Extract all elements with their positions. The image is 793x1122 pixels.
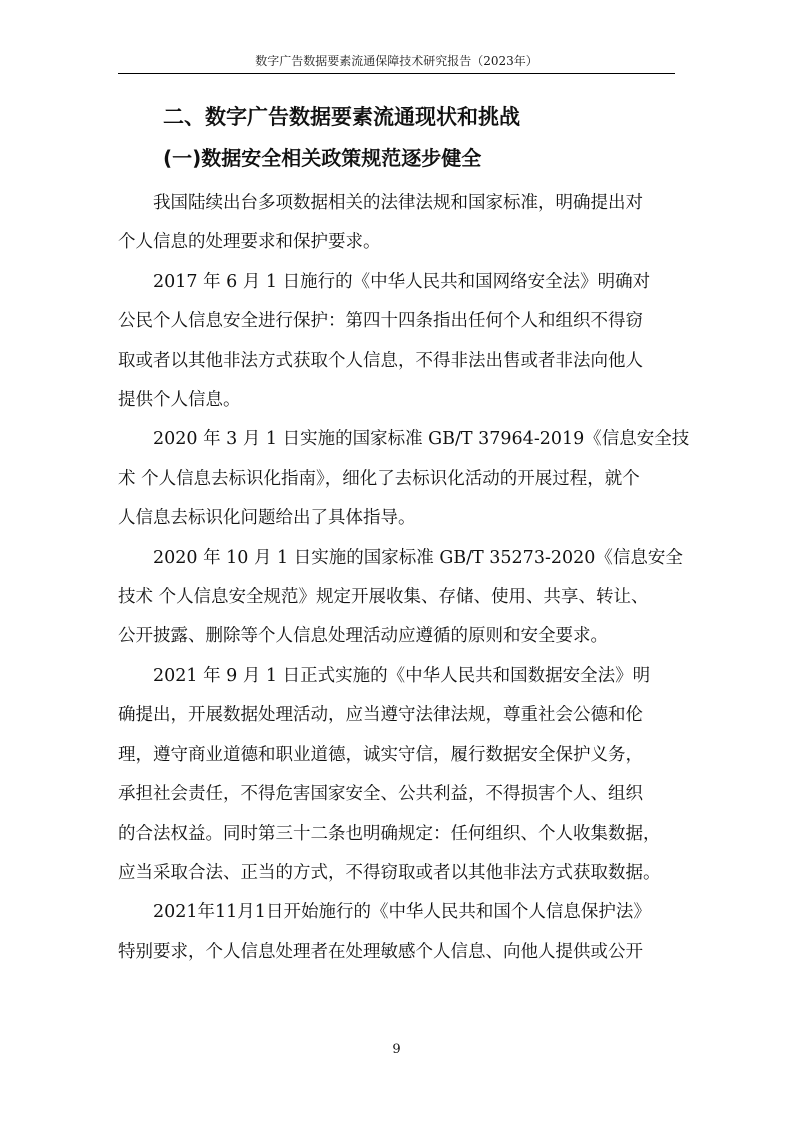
text-line: 确提出，开展数据处理活动，应当遵守法律法规，尊重社会公德和伦 bbox=[118, 705, 643, 726]
paragraph-data-security-law bbox=[118, 657, 678, 893]
text-line: 个人信息的处理要求和保护要求。 bbox=[118, 232, 381, 253]
subsection-heading: (一)数据安全相关政策规范逐步健全 bbox=[163, 146, 482, 170]
text-line: 我国陆续出台多项数据相关的法律法规和国家标准，明确提出对 bbox=[153, 193, 643, 213]
text-line: 2020 年 10 月 1 日实施的国家标准 GB/T 35273-2020《信息安全 bbox=[153, 547, 683, 568]
running-header: 数字广告数据要素流通保障技术研究报告（2023年） bbox=[255, 54, 538, 68]
text-line: 2021 年 9 月 1 日正式实施的《中华人民共和国数据安全法》明 bbox=[153, 665, 651, 686]
text-line: 承担社会责任，不得危害国家安全、公共利益，不得损害个人、组织 bbox=[118, 784, 643, 805]
section-heading: 二、数字广告数据要素流通现状和挑战 bbox=[163, 105, 520, 129]
text-line: 理，遵守商业道德和职业道德，诚实守信，履行数据安全保护义务， bbox=[118, 744, 643, 765]
page-number: 9 bbox=[392, 1042, 401, 1057]
text-line: 的合法权益。同时第三十二条也明确规定：任何组织、个人收集数据， bbox=[118, 823, 661, 844]
text-line: 2020 年 3 月 1 日实施的国家标准 GB/T 37964-2019《信息安全技 bbox=[153, 429, 690, 450]
header-divider bbox=[118, 73, 675, 74]
body-text bbox=[118, 184, 690, 972]
paragraph-cybersecurity-law bbox=[118, 263, 678, 421]
text-line: 2017 年 6 月 1 日施行的《中华人民共和国网络安全法》明确对 bbox=[153, 271, 651, 292]
text-line: 公开披露、删除等个人信息处理活动应遵循的原则和安全要求。 bbox=[118, 626, 608, 647]
text-line: 术 个人信息去标识化指南》，细化了去标识化活动的开展过程，就个 bbox=[118, 468, 640, 489]
paragraph-pipl bbox=[118, 893, 678, 972]
text-line: 提供个人信息。 bbox=[118, 390, 241, 411]
text-line: 人信息去标识化问题给出了具体指导。 bbox=[118, 508, 416, 529]
paragraph-intro bbox=[118, 184, 678, 263]
text-line: 技术 个人信息安全规范》规定开展收集、存储、使用、共享、转让、 bbox=[118, 587, 649, 608]
text-line: 特别要求，个人信息处理者在处理敏感个人信息、向他人提供或公开 bbox=[118, 941, 643, 962]
paragraph-personal-info-standard bbox=[118, 539, 683, 657]
text-line: 2021年11月1日开始施行的《中华人民共和国个人信息保护法》 bbox=[153, 902, 651, 923]
text-line: 取或者以其他非法方式获取个人信息，不得非法出售或者非法向他人 bbox=[118, 350, 643, 371]
paragraph-deidentification-standard bbox=[118, 420, 690, 538]
text-line: 应当采取合法、正当的方式，不得窃取或者以其他非法方式获取数据。 bbox=[118, 862, 661, 883]
text-line: 公民个人信息安全进行保护：第四十四条指出任何个人和组织不得窃 bbox=[118, 311, 643, 332]
